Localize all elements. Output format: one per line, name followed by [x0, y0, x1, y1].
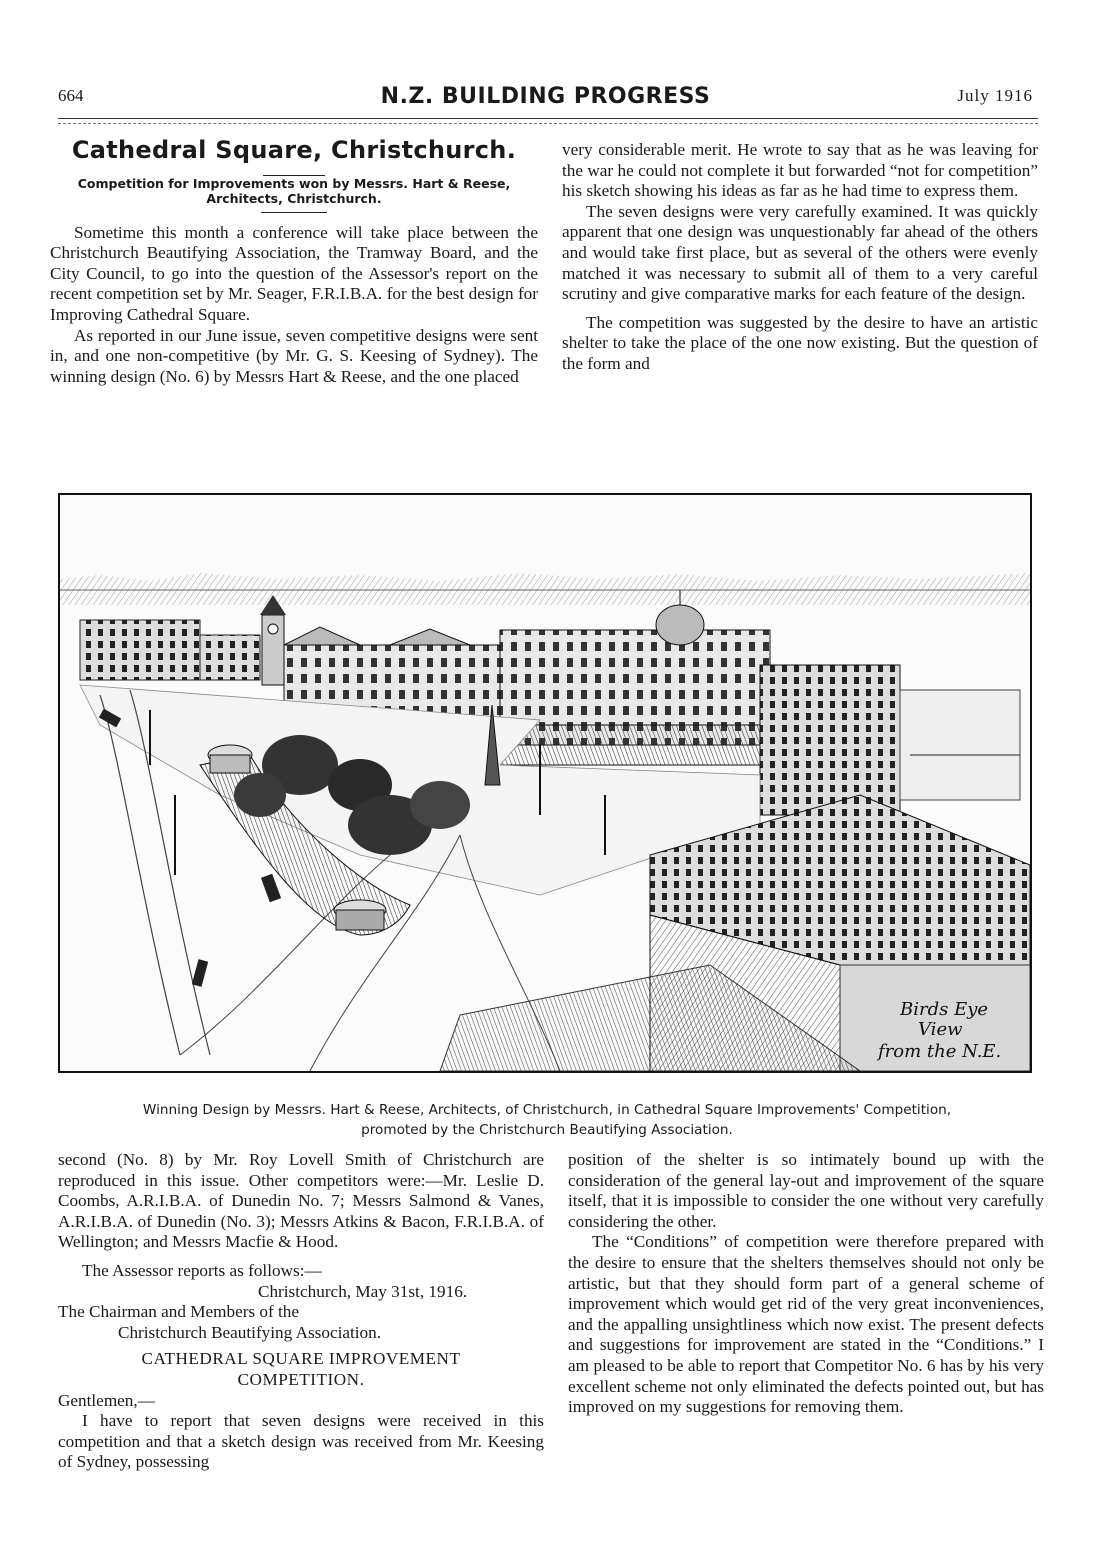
paragraph: I have to report that seven designs were received in this competition and that a sketch design was received from Mr. Keesing of Sydney, possessing [58, 1411, 544, 1472]
letter-addressee: Christchurch Beautifying Association. [118, 1322, 382, 1342]
sketch-drawing [60, 495, 1030, 1071]
issue-date: July 1916 [957, 86, 1033, 105]
left-column-top [50, 136, 538, 387]
letter-addressee: The Chairman and Members of the [58, 1302, 300, 1322]
letter-date: Christchurch, May 31st, 1916. [258, 1281, 468, 1301]
paragraph: position of the shelter is so intimately bound up with the consideration of the general lay-out and improvement of the square itself, that it is impossible to consider the one without very carefully considering the other. [568, 1150, 1044, 1231]
inscription-line-1: Birds Eye [900, 999, 989, 1020]
figure-caption [58, 1100, 1036, 1140]
right-column-bottom [568, 1150, 1044, 1418]
birds-eye-illustration [58, 493, 1032, 1073]
article-subtitle: Competition for Improvements won by Messrs. Hart & Reese, Architects, Christchurch. [77, 175, 511, 206]
left-column-bottom [58, 1150, 544, 1473]
header-rule-dotted [58, 123, 1038, 124]
page-number: 664 [58, 86, 84, 105]
header-rule [58, 118, 1038, 119]
publication-title: N.Z. BUILDING PROGRESS [380, 84, 711, 109]
paragraph: As reported in our June issue, seven competitive designs were sent in, and one non-competitive (by Mr. G. S. Keesing of Sydney). The winning design (No. 6) by Messrs Hart & Reese, and the one placed [50, 325, 538, 386]
paragraph: very considerable merit. He wrote to say that as he was leaving for the war he could not complete it but forwarded “not for competition” his sketch showing his ideas as far as he had time to express them. [562, 140, 1038, 201]
paragraph: The Assessor reports as follows:— [82, 1260, 322, 1280]
subtitle-rule [261, 212, 327, 213]
caption-line-2: promoted by the Christchurch Beautifying Association. [361, 1122, 733, 1138]
paragraph: The seven designs were very carefully examined. It was quickly apparent that one design was unquestionably far ahead of the others and would take first place, but as several of the others were evenly matched it was necessary to submit all of them to a very careful scrutiny and give comparative marks for each feature of the design. [562, 201, 1038, 304]
inscription-line-3: from the N.E. [878, 1041, 1002, 1062]
page-header [58, 84, 1033, 116]
paragraph: Sometime this month a conference will take place between the Christchurch Beautifying Association, the Tramway Board, and the City Council, to go into the question of the Assessor's report on the recent competition set by Mr. Seager, F.R.I.B.A. for the best design for Improving Cathedral Square. [50, 222, 538, 324]
report-heading: CATHEDRAL SQUARE IMPROVEMENT [141, 1349, 461, 1369]
caption-line-1: Winning Design by Messrs. Hart & Reese, Architects, of Christchurch, in Cathedral Square Improvements' Competition, [142, 1102, 952, 1118]
report-heading: COMPETITION. [237, 1369, 365, 1389]
inscription-line-2: View [918, 1019, 963, 1040]
paragraph: second (No. 8) by Mr. Roy Lovell Smith of Christchurch are reproduced in this issue. Other competitors were:—Mr. Leslie D. Coombs, A.R.I.B.A. of Dunedin No. 7; Messrs Salmond & Vanes, A.R.I.B.A. of Dunedin (No. 3); Messrs Atkins & Bacon, F.R.I.B.A. of Wellington; and Messrs Macfie & Hood. [58, 1150, 544, 1252]
paragraph: The “Conditions” of competition were therefore prepared with the desire to ensure that the shelters themselves should not only be artistic, but that they should form part of a general scheme of improvement which would get rid of the very great inconveniences, and the appalling unsightliness which now exist. The present defects and suggestions for improvement are stated in the “Conditions.” I am pleased to be able to report that Competitor No. 6 has by his very excellent scheme not only eliminated the defects pointed out, but has improved on my suggestions for removing them. [568, 1232, 1044, 1417]
article-title: Cathedral Square, Christchurch. [71, 136, 517, 164]
right-column-top [562, 140, 1038, 375]
paragraph: The competition was suggested by the desire to have an artistic shelter to take the place of the one now existing. But the question of the form and [562, 312, 1038, 373]
salutation: Gentlemen,— [58, 1390, 155, 1410]
